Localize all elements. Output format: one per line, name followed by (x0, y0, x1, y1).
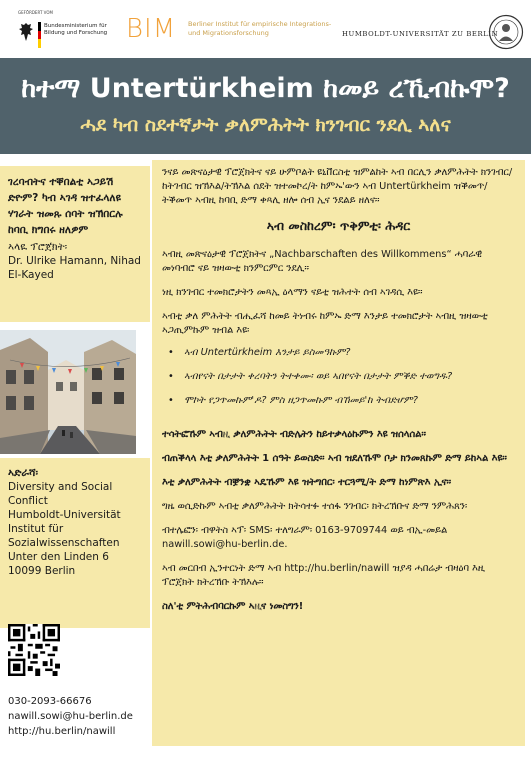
address-box (0, 458, 150, 628)
website-link[interactable]: http://hu.berlin/nawill (8, 726, 116, 737)
main-title: ከተማ Untertürkheim ከመይ ረኺብኩሞ? (21, 73, 510, 104)
header-logos (0, 0, 531, 58)
bmbf-funding-label: GEFÖRDERT VOM (18, 10, 53, 15)
contact-block (8, 694, 153, 739)
university-seal-icon (488, 14, 524, 50)
list-item: • ኣብየናት በታታት ቀረባትን ትተቀሙ፡ ወይ ኣበየናት በታታት ምቕድ ተወግዱ? (162, 370, 515, 384)
website-paragraph: ኣብ መርበብ ኢንተርነት ድማ ኣብ http://hu.berlin/nawill ዝያዳ ሓበሬታ ብዛዕባ እዚ ፕሮጀክት ክትረኽቡ ትኽእሉ። (162, 563, 485, 588)
intro-paragraph: ንናይ መጽናዕታዊ ፕሮጀክትና ናይ ሁምቦልት ዩኒቨርስቲ ዝምልከት ኣብ በርሊን ቃለምሕትት ክንገብር/ከትገብር ዝኽእል/ትኽእል ሰደት ዝተመኮረ/ት ከምኡ'ውን ኣብ Untertürkheim ዝቕመጥ/ትቕመጥ ኣብዚ ከባቢ ድማ ቀጻሊ ዘሎ ሰብ ኢና ንደልይ ዘለና። (162, 167, 513, 206)
address-line: 10099 Berlin (8, 565, 76, 577)
language-paragraph: እቲ ቃለምሕትት ብቛንቋ ኣዴኹም እዩ ዝትግበር፡ ተርጓሚ/ት ድማ ከነምጽእ ኢና። (162, 477, 452, 488)
project-question: ገረባብትና ተቐበልቲ ኣጋይሽ ድዮም? ካብ ኣገዳ ዝተፈላለዩ ሃገራት ዝመጹ ሰባት ዝኽበርሉ ከባቢ ክግበሩ ዘለዎም (8, 176, 123, 236)
hu-name: HUMBOLDT-UNIVERSITÄT ZU BERLIN (342, 30, 499, 38)
email-link[interactable]: nawill.sowi@hu-berlin.de (8, 711, 133, 722)
interview-months-heading: ኣብ መስከረም፡ ጥቅምቲ፡ ሕዳር (266, 218, 411, 233)
bim-full-name: Berliner Institut für empirische Integrations- und Migrationsforschung (188, 20, 332, 37)
qr-code[interactable] (8, 624, 60, 676)
contact-paragraph: ብተሌፎን፡ ብዋትስ ኣፕ፡ SMS፡ ተለግራም፡ 0163-9709744 ወይ ብኢ-መይል nawill.sowi@hu-berlin.de. (162, 525, 448, 550)
subtitle: ሓደ ካብ ስደተኛታት ቃለምሕትት ክንገብር ንደሊ ኣለና (80, 114, 451, 136)
bim-logo (126, 14, 336, 50)
hu-logo (340, 10, 526, 54)
project-info-box (0, 166, 150, 322)
list-item: • ሞኮት የጋጥመኩም'ዶ? ምስ ዘጋጥመኩም ብኸመይ'ከ ትብድሆም? (162, 394, 515, 408)
thank-you-text: ስለ'ቲ ምትሕብባርኩም ኣዚና ነመስግን! (162, 601, 304, 612)
address-line: Institut für (8, 523, 64, 535)
left-sidebar (0, 154, 150, 768)
street-photo (0, 330, 136, 454)
interview-topics-paragraph: ኣብቲ ቃለ ምሕትት ብሒፈሻ ከመይ ትነብሩ ከምኡ ድማ እንታይ ተመክሮታት ኣብዚ ዝዛውቲ ኣጋጢምኩም ዝብል እዩ፡ (162, 311, 488, 336)
question-list (162, 346, 515, 408)
project-lead-label: ኣላዪ ፕሮጀክት፡ (8, 241, 68, 253)
address-line: Conflict (8, 495, 48, 507)
experience-paragraph: ነዚ ክንገብር ተመክሮታትን መጻኢ ዕላማን ናይቲ ዝሕተት ሰብ ኣገዳሲ እዩ። (162, 287, 423, 298)
address-line: Humboldt-Universität (8, 509, 121, 521)
voluntary-paragraph: ተሳትፎኹም ኣብዚ ቃለምሕትት ብድሌትን ከይተቃላዕኩምን እዩ ዝሰላሰል። (162, 429, 426, 440)
street-scene-image (0, 330, 136, 454)
address-line: Diversity and Social (8, 481, 113, 493)
list-item: • ኣብ Untertürkheim እንታይ ይስመዓኩም? (162, 346, 515, 360)
duration-paragraph: ብጠቕላላ እቲ ቃለምሕትት 1 ሰዓት ይወስድ። ኣብ ዝደለኹሞ ቦታ ክንመጸኩም ድማ ይከኣል እዩ። (162, 453, 507, 464)
address-line: Sozialwissenschaften (8, 537, 120, 549)
address-line: Unter den Linden 6 (8, 551, 109, 563)
qr-code-icon (8, 624, 60, 676)
bim-wordmark: BIM (126, 14, 177, 44)
project-lead-names: Dr. Ulrike Hamann, Nihad El-Kayed (8, 255, 141, 281)
phone-number: 030-2093-66676 (8, 696, 92, 707)
request-paragraph: ግዜ ወሲድኩም ኣብቲ ቃለምሕትት ክትሳተፉ ተሰፋ ንገብር፡ ክትረኽቡና ድማ ንምሕጸን፡ (162, 501, 468, 512)
title-banner (0, 58, 531, 154)
project-paragraph: ኣብዚ መጽናዕታዊ ፕሮጀክትና „Nachbarschaften des Willkommens“ ሓባራዊ መነባብሮ ናይ ዝዛውቲ ክንምርምር ንደሊ። (162, 249, 483, 274)
address-label: ኣድራሻ፡ (8, 467, 38, 479)
bmbf-logo (10, 10, 122, 52)
german-flag-icon (38, 22, 41, 48)
federal-eagle-icon (18, 22, 34, 42)
main-content (152, 160, 525, 746)
bmbf-name: Bundesministerium für Bildung und Forschung (44, 23, 108, 36)
